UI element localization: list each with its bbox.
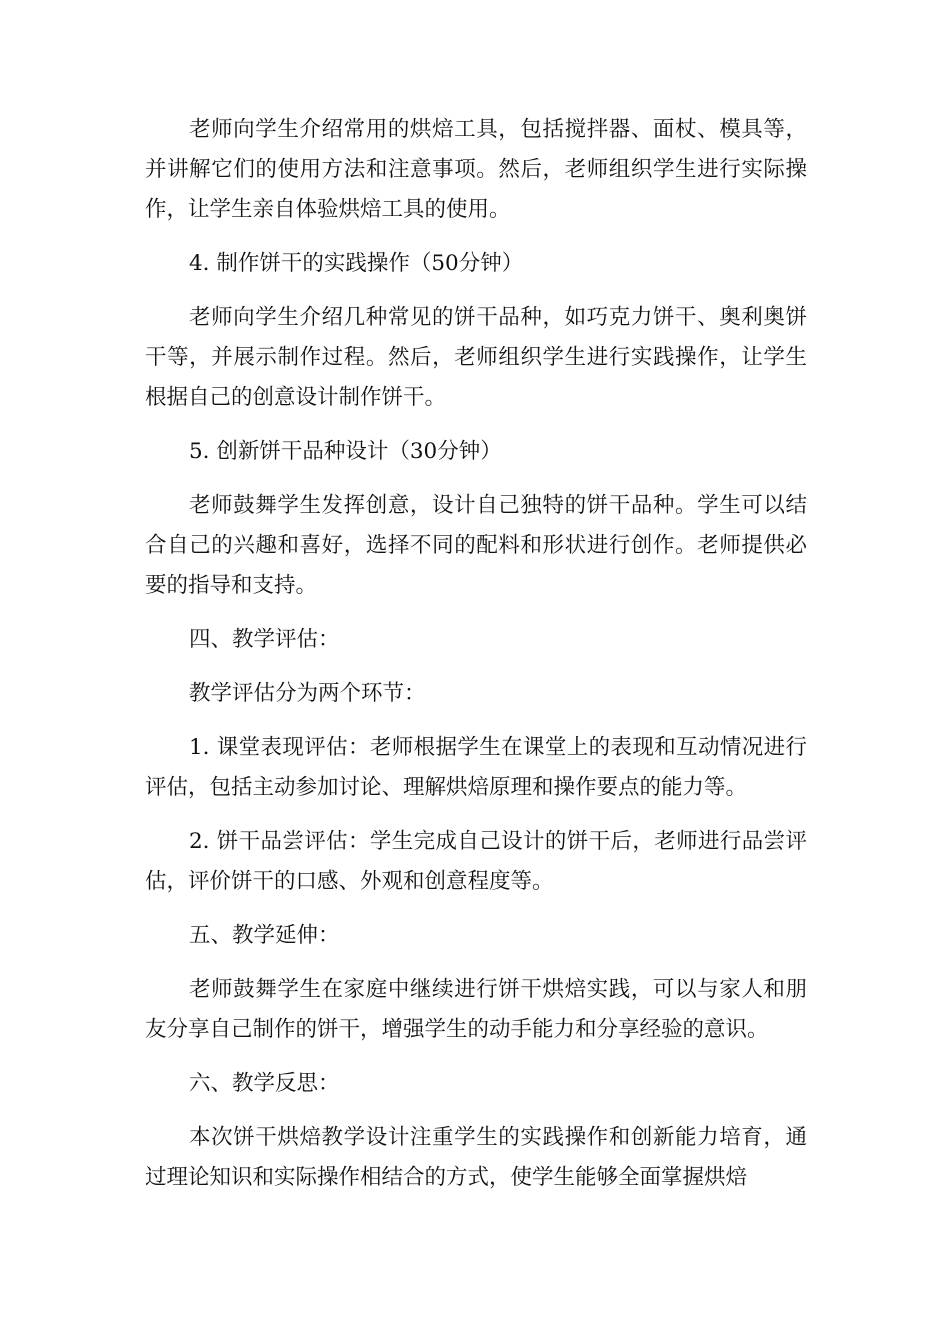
paragraph-innovation: 老师鼓舞学生发挥创意，设计自己独特的饼干品种。学生可以结合自己的兴趣和喜好，选择不同的配料和形状进行创作。老师提供必要的指导和支持。 xyxy=(145,493,807,598)
section-heading-extension: 五、教学延伸： xyxy=(189,923,340,948)
paragraph-tasting-evaluation: 2. 饼干品尝评估：学生完成自己设计的饼干后，老师进行品尝评估，评价饼干的口感、外观和创意程度等。 xyxy=(145,829,807,894)
document-body xyxy=(145,110,807,1212)
paragraph-classroom-evaluation: 1. 课堂表现评估：老师根据学生在课堂上的表现和互动情况进行评估，包括主动参加讨论、理解烘焙原理和操作要点的能力等。 xyxy=(145,735,807,800)
paragraph-cookie-varieties: 老师向学生介绍几种常见的饼干品种，如巧克力饼干、奥利奥饼干等，并展示制作过程。然后，老师组织学生进行实践操作，让学生根据自己的创意设计制作饼干。 xyxy=(145,305,807,410)
paragraph-baking-tools: 老师向学生介绍常用的烘焙工具，包括搅拌器、面杖、模具等，并讲解它们的使用方法和注意事项。然后，老师组织学生进行实际操作，让学生亲自体验烘焙工具的使用。 xyxy=(145,117,807,222)
section-heading-evaluation: 四、教学评估： xyxy=(189,627,340,652)
section-heading-reflection: 六、教学反思： xyxy=(189,1071,340,1096)
section-heading-cookie-practice: 4. 制作饼干的实践操作（50分钟） xyxy=(189,251,524,276)
paragraph-reflection: 本次饼干烘焙教学设计注重学生的实践操作和创新能力培育，通过理论知识和实际操作相结合的方式，使学生能够全面掌握烘焙 xyxy=(145,1125,807,1190)
paragraph-extension: 老师鼓舞学生在家庭中继续进行饼干烘焙实践，可以与家人和朋友分享自己制作的饼干，增强学生的动手能力和分享经验的意识。 xyxy=(145,977,807,1042)
section-heading-innovation-design: 5. 创新饼干品种设计（30分钟） xyxy=(189,439,502,464)
paragraph-evaluation-intro: 教学评估分为两个环节： xyxy=(189,681,426,706)
